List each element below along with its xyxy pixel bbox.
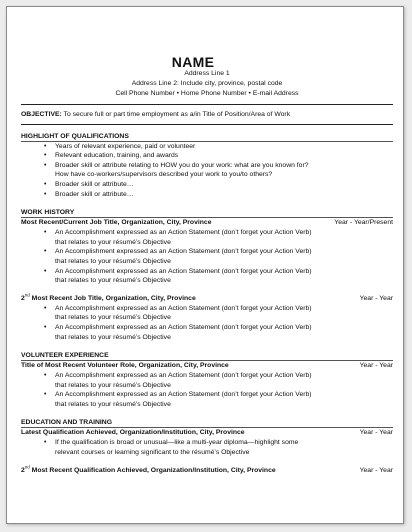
volunteer-dates: Year - Year <box>359 362 393 370</box>
volunteer-role: Title of Most Recent Volunteer Role, Organization, City, Province <box>21 362 229 370</box>
qualification-2-dates: Year - Year <box>359 466 393 474</box>
qualification-2-num: 2 <box>21 466 25 474</box>
highlight-item: • Years of relevant experience, paid or volunteer <box>55 142 393 152</box>
volunteer-bullet: • An Accomplishment expressed as an Action Statement (don’t forget your Action Verb) <box>55 390 393 400</box>
objective-divider <box>21 124 393 125</box>
qualification-note: • If the qualification is broad or unusual—like a multi-year diploma—highlight some <box>55 438 393 448</box>
job-2-bullets <box>21 304 393 342</box>
job-2-title: Most Recent Job Title, Organization, City, Province <box>29 294 196 302</box>
job-bullet: • An Accomplishment expressed as an Action Statement (don’t forget your Action Verb) <box>55 304 393 314</box>
job-2-row <box>21 294 393 304</box>
header-divider <box>21 104 393 105</box>
job-1-title: Most Recent/Current Job Title, Organization, City, Province <box>21 219 212 227</box>
job-bullet: • An Accomplishment expressed as an Action Statement (don’t forget your Action Verb) <box>55 247 393 257</box>
highlight-continuation: How have co-workers/supervisors described your work to you/to others? <box>55 171 273 179</box>
job-2-sup: nd <box>24 292 30 298</box>
job-bullet-cont: that relates to your résumé’s Objective <box>55 238 171 246</box>
volunteer-bullet-cont: that relates to your résumé’s Objective <box>55 400 171 408</box>
work-heading: WORK HISTORY <box>21 209 75 217</box>
address-line-1: Address Line 1 <box>184 70 230 77</box>
volunteer-bullets <box>21 371 393 409</box>
job-bullet: • An Accomplishment expressed as an Action Statement (don’t forget your Action Verb) <box>55 228 393 238</box>
qualification-2-title: Most Recent Qualification Achieved, Organization/Institution, City, Province <box>29 466 276 474</box>
volunteer-heading: VOLUNTEER EXPERIENCE <box>21 352 109 360</box>
education-heading: EDUCATION AND TRAINING <box>21 419 112 427</box>
job-bullet: • An Accomplishment expressed as an Action Statement (don’t forget your Action Verb) <box>55 267 393 277</box>
qualification-1-title: Latest Qualification Achieved, Organization/Institution, City, Province <box>21 429 245 437</box>
job-2-num: 2 <box>21 294 25 302</box>
qualification-2-row <box>21 466 393 476</box>
resume-page <box>6 6 404 524</box>
volunteer-row <box>21 361 393 371</box>
volunteer-bullet-cont: that relates to your résumé’s Objective <box>55 381 171 389</box>
job-bullet-cont: that relates to your résumé’s Objective <box>55 257 171 265</box>
highlights-heading: HIGHLIGHT OF QUALIFICATIONS <box>21 132 129 140</box>
highlights-list <box>21 142 393 200</box>
job-1-bullets <box>21 228 393 286</box>
qualification-1-row <box>21 428 393 438</box>
objective-text: To secure full or part time employment as a/in Title of Position/Area of Work <box>61 111 291 118</box>
job-2-dates: Year - Year <box>359 294 393 302</box>
qualification-2-sup: nd <box>24 464 30 470</box>
job-bullet-cont: that relates to your résumé’s Objective <box>55 277 171 285</box>
job-1-dates: Year - Year/Present <box>334 219 393 227</box>
highlight-item: • Relevant education, training, and awards <box>55 151 393 161</box>
qualification-note-cont: relevant courses or learning significant to the résumé’s Objective <box>55 449 250 457</box>
qualification-1-dates: Year - Year <box>359 429 393 437</box>
volunteer-bullet: • An Accomplishment expressed as an Action Statement (don’t forget your Action Verb) <box>55 371 393 381</box>
job-bullet: • An Accomplishment expressed as an Action Statement (don’t forget your Action Verb) <box>55 323 393 333</box>
objective-label: OBJECTIVE: <box>21 111 62 118</box>
job-1-row <box>21 218 393 228</box>
job-bullet-cont: that relates to your résumé’s Objective <box>55 314 171 322</box>
qualification-1-notes <box>21 438 393 457</box>
highlight-item: • Broader skill or attribute relating to HOW you do your work: what are you known for? <box>55 161 393 171</box>
address-line-2: Address Line 2: Include city, province, postal code <box>131 80 283 87</box>
contact-line: Cell Phone Number • Home Phone Number • E-mail Address <box>115 90 299 97</box>
job-bullet-cont: that relates to your résumé’s Objective <box>55 333 171 341</box>
resume-name: NAME <box>171 54 215 70</box>
objective <box>21 110 393 120</box>
highlight-item: • Broader skill or attribute… <box>55 180 393 190</box>
highlight-item: • Broader skill or attribute… <box>55 190 393 200</box>
